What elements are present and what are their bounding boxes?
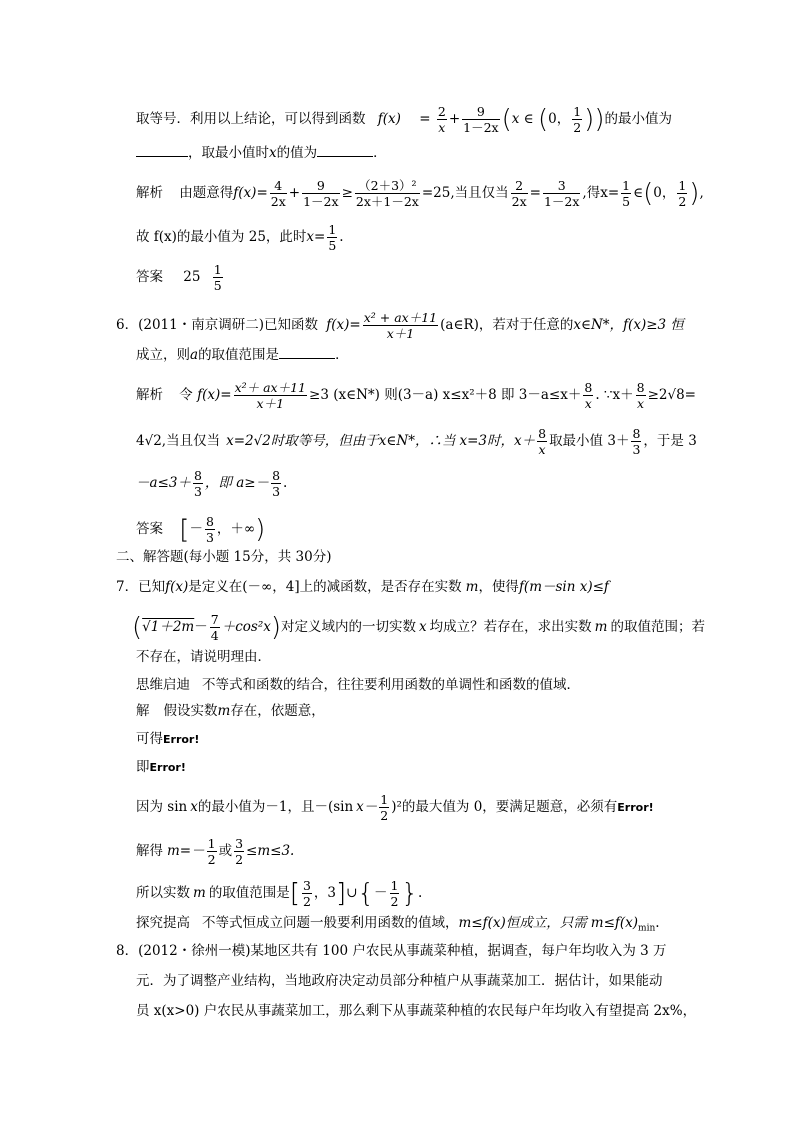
text: = bbox=[419, 111, 431, 127]
section-2-title: 二、解答题(每小题 15分，共 30分) bbox=[116, 549, 332, 565]
answer-blank-1[interactable] bbox=[136, 144, 188, 157]
problem-7: 7．已知f(x)是定义在(－∞，4]上的减函数，是否存在实数 m，使得f(m－sin x)≤f bbox=[116, 579, 609, 595]
solution-7-solve: 解得 m=－ $\frac{1}{2}$ 或 $\frac{3}{2}$ ≤m≤3. bbox=[136, 836, 295, 867]
fraction: $\frac{2}{x}$ bbox=[437, 104, 446, 135]
problem-5-continuation: 取等号．利用以上结论，可以得到函数 f(x) = $\frac{2}{x}$ + $\frac{9}{1-2x}$ (x ∈ (0， $\frac{1}{2}$ ))的最小值为 bbox=[136, 104, 672, 135]
solution-7-range: 所以实数 m 的取值范围是[ $\frac{3}{2}$ ，3]∪{－ $\frac{1}{2}$ }. bbox=[136, 878, 423, 909]
problem-7-line2: (√1＋2m－ $\frac{7}{4}$ ＋cos²x)对定义域内的一切实数 x 均成立？若存在，求出实数 m 的取值范围；若 bbox=[132, 612, 705, 643]
solution-7-because: 因为 sin x的最小值为－1，且－(sin x－ $\frac{1}{2}$ )²的最大值为 0，要满足题意，必须有Error! bbox=[136, 792, 654, 823]
solution-5-conclusion: 故 f(x)的最小值为 25，此时x= $\frac{1}{5}$ . bbox=[136, 222, 344, 253]
solution-6-line2: 4√2,当且仅当 x=2√2时取等号，但由于x∈N*，∴当 x=3时，x＋ $\frac{8}{x}$ 取最小值 3＋ $\frac{8}{3}$ ，于是 3 bbox=[136, 426, 697, 457]
text: 取等号．利用以上结论，可以得到函数 bbox=[136, 111, 366, 127]
math-fx: f(x) bbox=[377, 111, 401, 127]
solution-7-start: 解 假设实数m存在，依题意， bbox=[136, 703, 325, 719]
label-jiexi: 解析 bbox=[136, 185, 163, 201]
answer-6: 答案 [－ $\frac{8}{3}$ ，＋∞) bbox=[136, 514, 266, 545]
solution-6-line3: －a≤3＋ $\frac{8}{3}$ ，即 a≥－ $\frac{8}{3}$ . bbox=[136, 468, 288, 499]
solution-6: 解析 令 f(x)= $\frac{\text{x²＋ ax＋11}}{x+1}$ ≥3 (x∈N*) 则(3－a) x≤x²＋8 即 3－a≤x＋ $\frac{8}{x}$ . ∵x＋ $\frac{8}{x}$ ≥2√8= bbox=[136, 380, 696, 411]
solution-7-ji: 即Error! bbox=[136, 759, 186, 775]
error-placeholder: Error! bbox=[163, 733, 200, 746]
problem-5-blanks: ，取最小值时x的值为 ． bbox=[136, 144, 387, 162]
fraction: $\frac{9}{1-2x}$ bbox=[463, 104, 499, 135]
error-placeholder: Error! bbox=[617, 801, 654, 814]
problem-8-line3: 员 x(x>0) 户农民从事蔬菜加工，那么剩下从事蔬菜种植的农民每户年均收入有望提高 2x%， bbox=[136, 1003, 697, 1019]
label-answer: 答案 bbox=[136, 269, 163, 285]
answer-blank-2[interactable] bbox=[317, 144, 373, 157]
problem-6-line2: 成立，则a的取值范围是 ． bbox=[136, 347, 349, 363]
insight-7: 探究提高 不等式恒成立问题一般要利用函数的值域，m≤f(x)恒成立，只需 $m\le f(x)_{min}$. bbox=[136, 915, 660, 934]
problem-8-line2: 元．为了调整产业结构，当地政府决定动员部分种植户从事蔬菜加工．据估计，如果能动 bbox=[136, 973, 663, 989]
domain-text: x ∈ bbox=[511, 111, 534, 127]
problem-8: 8．(2012・徐州一模)某地区共有 100 户农民从事蔬菜种植，据调查，每户年均收入为 3 万 bbox=[116, 943, 667, 959]
answer-blank-6[interactable] bbox=[279, 346, 335, 359]
solution-5: 解析 由题意得f(x)= $\frac{4}{2x}$ + $\frac{9}{1-2x}$ ≥ $\frac{\text{（2＋3）²}}{2x+1-2x}$ =25,当且仅当 $\frac{2}{2x}$ = $\frac{3}{1-2x}$ ,得x= $\frac{1}{5}$ ∈(0， $\frac{1}{2}$ ), bbox=[136, 178, 704, 209]
problem-6: 6．(2011・南京调研二)已知函数 f(x)= $\frac{\text{x² + ax＋11}}{x+1}$ (a∈R)，若对于任意的x∈N*，f(x)≥3 恒 bbox=[116, 310, 684, 341]
solution-7-keyi: 可得Error! bbox=[136, 731, 200, 747]
answer-5: 答案 25 $\frac{1}{5}$ bbox=[136, 262, 222, 293]
fraction: $\frac{1}{2}$ bbox=[573, 104, 582, 135]
thinking-hint: 思维启迪 不等式和函数的结合，往往要利用函数的单调性和函数的值域． bbox=[136, 677, 580, 693]
error-placeholder: Error! bbox=[149, 761, 186, 774]
problem-7-line3: 不存在，请说明理由． bbox=[136, 649, 271, 665]
